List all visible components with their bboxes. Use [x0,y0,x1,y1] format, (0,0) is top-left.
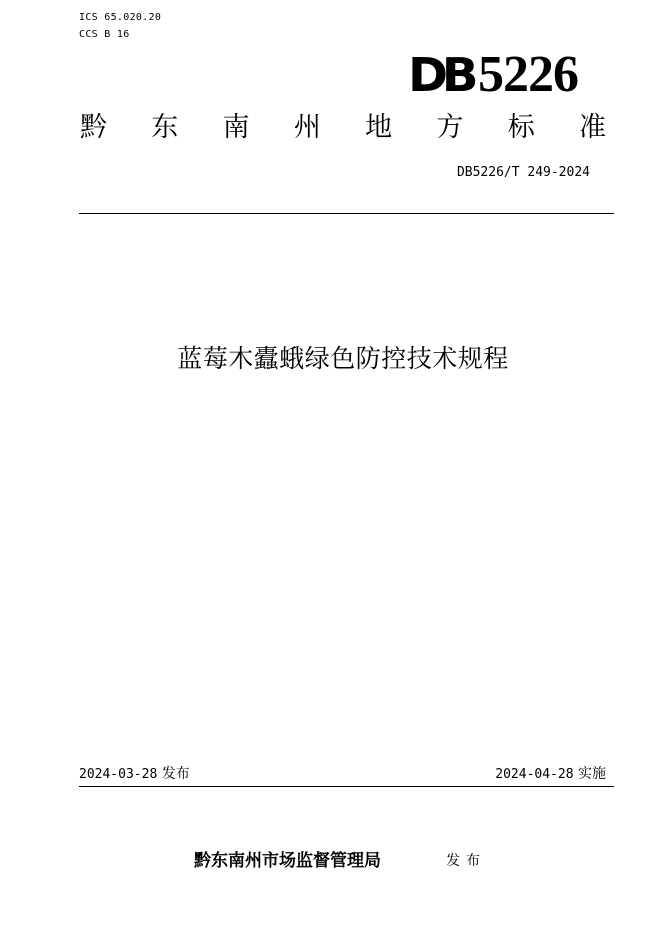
db-logo-prefix: DB [407,48,472,102]
publish-label: 发布 [161,766,190,782]
standard-type-char: 标 [507,112,535,143]
standard-type-char: 州 [293,112,321,143]
standard-type-char: 准 [578,112,606,143]
implement-label: 实施 [578,766,606,782]
standard-type-char: 方 [436,112,464,143]
publish-date: 2024-03-28 [79,767,158,782]
issuer-name: 黔东南州市场监督管理局 [194,851,381,871]
implement-date: 2024-04-28 [495,767,574,782]
implement-date-line [495,765,606,784]
ics-code: ICS 65.020.20 [79,12,162,23]
publish-date-line [79,765,190,784]
standard-type-char: 黔 [80,112,107,143]
bottom-divider [79,786,614,787]
db-logo-number: 5226 [478,46,578,103]
top-divider [79,213,614,214]
ccs-code: CCS B 16 [79,29,130,40]
standard-code: DB5226/T 249-2024 [456,165,590,180]
standard-type-heading [80,110,606,146]
issue-word: 发布 [446,853,486,869]
db-logo [407,46,578,103]
standard-type-char: 东 [151,112,179,143]
document-title: 蓝莓木蠹蛾绿色防控技术规程 [177,344,509,373]
standard-type-char: 地 [365,112,393,143]
standard-type-char: 南 [222,112,250,143]
